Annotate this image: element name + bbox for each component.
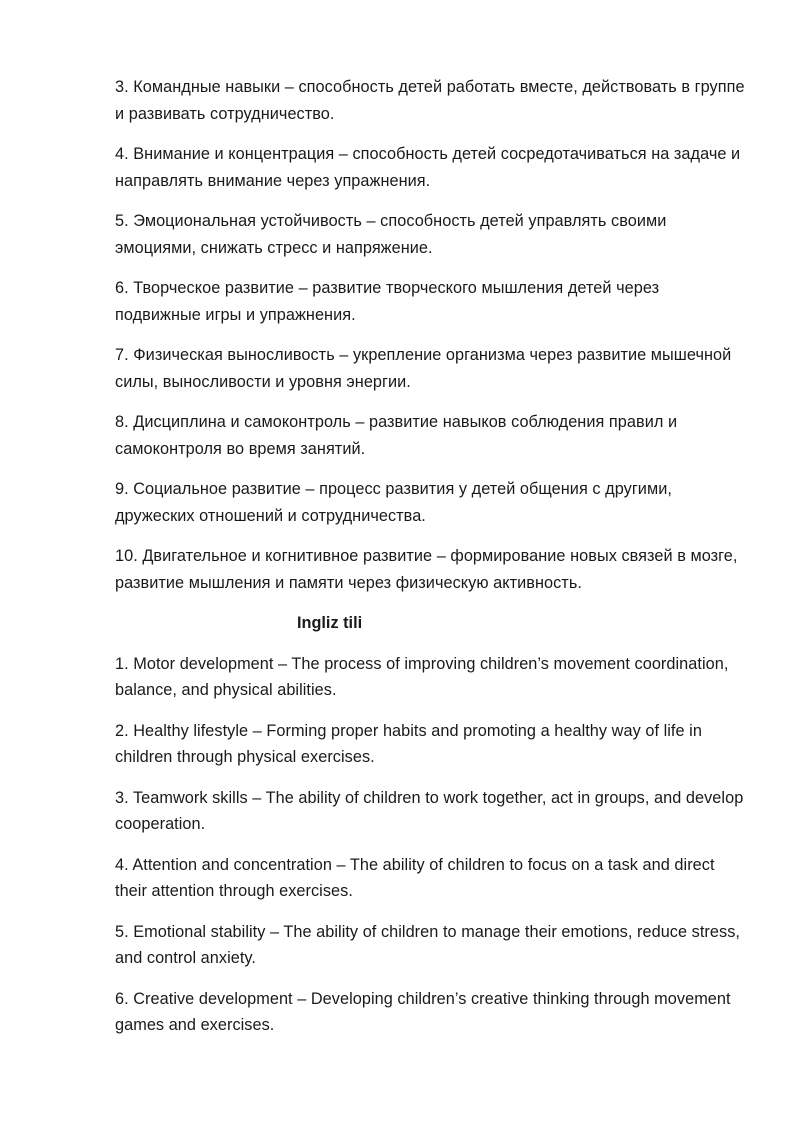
english-item: 4. Attention and concentration – The ability of children to focus on a task and direct their attention through exercises. [115, 855, 715, 900]
russian-item: 5. Эмоциональная устойчивость – способность детей управлять своими эмоциями, снижать стресс и напряжение. [115, 212, 667, 257]
russian-item: 9. Социальное развитие – процесс развития у детей общения с другими, дружеских отношений и сотрудничества. [115, 480, 672, 525]
english-item: 3. Teamwork skills – The ability of children to work together, act in groups, and develop cooperation. [115, 788, 744, 833]
english-item: 6. Creative development – Developing children’s creative thinking through movement games and exercises. [115, 989, 731, 1034]
english-item: 1. Motor development – The process of improving children’s movement coordination, balance, and physical abilities. [115, 654, 729, 699]
russian-item: 10. Двигательное и когнитивное развитие – формирование новых связей в мозге, развитие мышления и памяти через физическую активность. [115, 547, 738, 592]
section-heading: Ingliz tili [297, 614, 363, 632]
english-item: 2. Healthy lifestyle – Forming proper habits and promoting a healthy way of life in children through physical exercises. [115, 721, 702, 766]
document-body [115, 74, 745, 1053]
russian-item: 8. Дисциплина и самоконтроль – развитие навыков соблюдения правил и самоконтроля во время занятий. [115, 413, 678, 458]
russian-item: 3. Командные навыки – способность детей работать вместе, действовать в группе и развивать сотрудничество. [115, 78, 745, 123]
russian-item: 7. Физическая выносливость – укрепление организма через развитие мышечной силы, выносливости и уровня энергии. [115, 346, 732, 391]
russian-item: 6. Творческое развитие – развитие творческого мышления детей через подвижные игры и упражнения. [115, 279, 660, 324]
russian-item: 4. Внимание и концентрация – способность детей сосредотачиваться на задаче и направлять внимание через упражнения. [115, 145, 741, 190]
english-item: 5. Emotional stability – The ability of children to manage their emotions, reduce stress, and control anxiety. [115, 922, 740, 967]
